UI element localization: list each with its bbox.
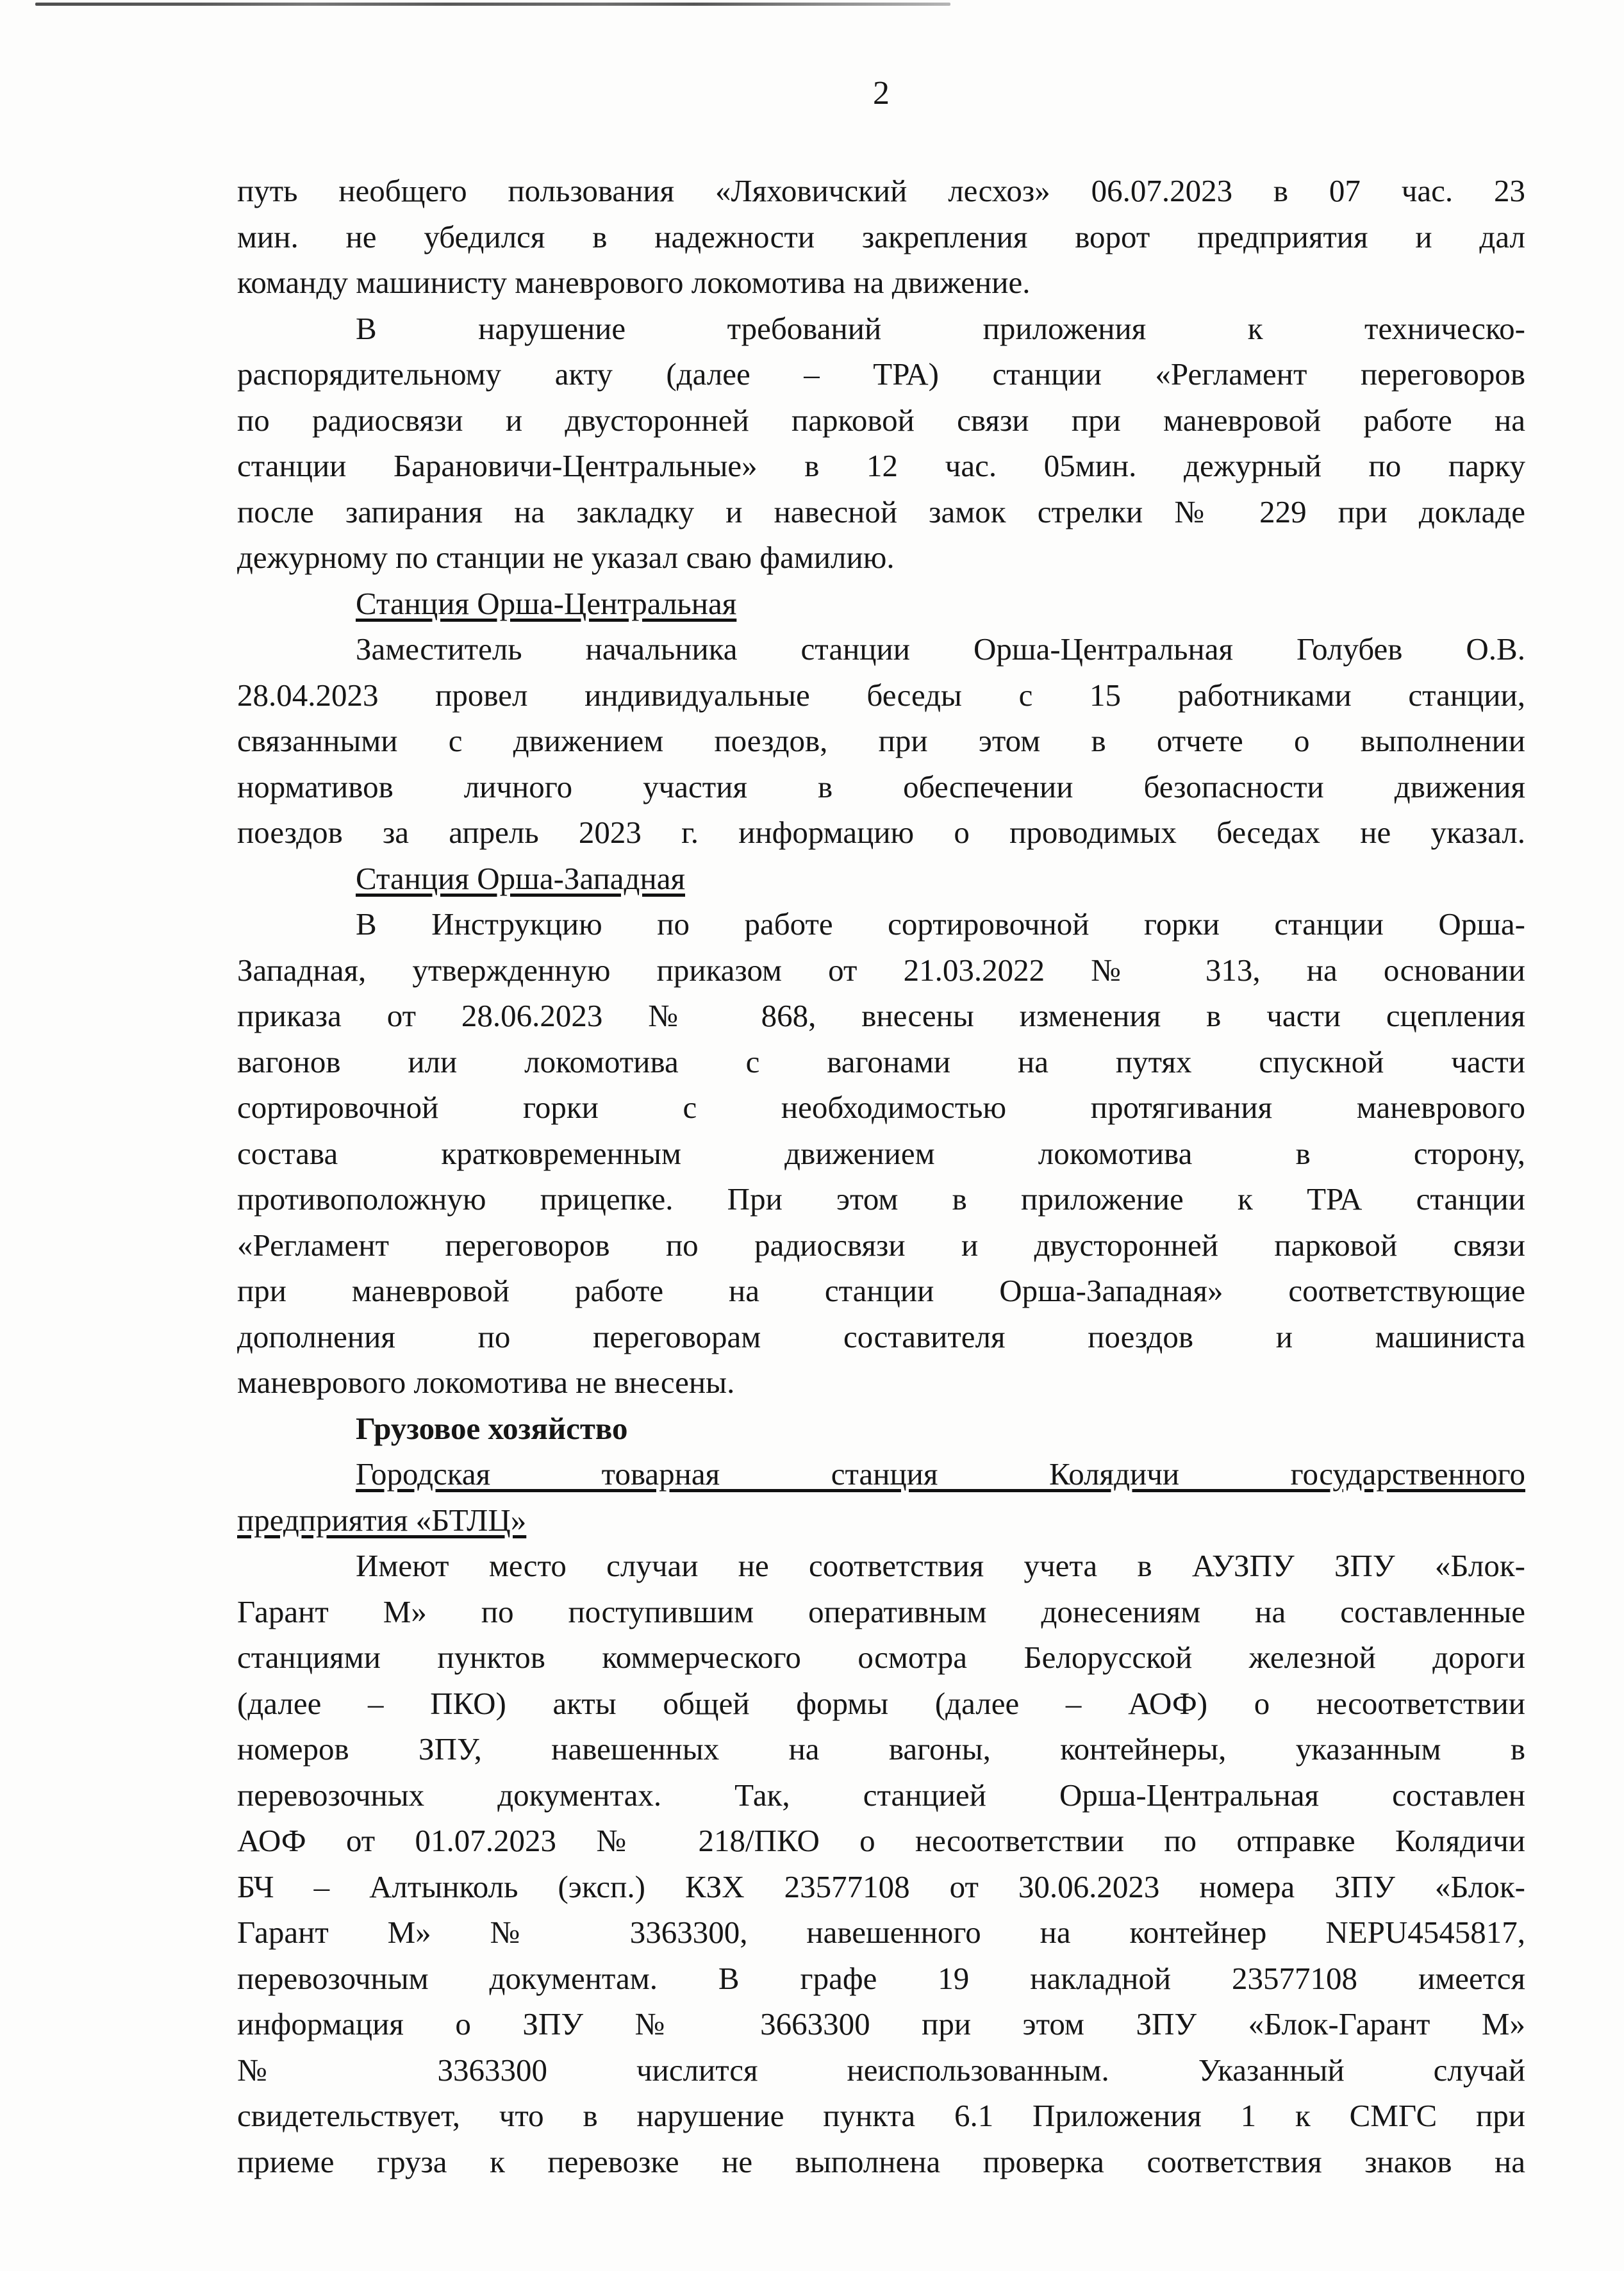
text-line: команду машинисту маневрового локомотива на движение.: [237, 265, 1031, 300]
text-line: номеров ЗПУ, навешенных на вагоны, контейнеры, указанным в: [237, 1731, 1525, 1767]
text-line: «Регламент переговоров по радиосвязи и двусторонней парковой связи: [237, 1227, 1525, 1263]
text-line: по радиосвязи и двусторонней парковой связи при маневровой работе на: [237, 402, 1525, 438]
text-line: дежурному по станции не указал сваю фамилию.: [237, 540, 895, 575]
text-line: В нарушение требований приложения к техническо-: [356, 310, 1525, 346]
text-line: АОФ от 01.07.2023 № 218/ПКО о несоответствии по отправке Колядичи: [237, 1823, 1525, 1858]
section-heading-kolyadichi-line2: [237, 1497, 1525, 1543]
section-heading-cargo: [237, 1406, 1525, 1452]
text-line: вагонов или локомотива с вагонами на путях спускной части: [237, 1044, 1525, 1079]
section-heading-label: Городская товарная станция Колядичи государственного: [356, 1456, 1525, 1492]
text-line: станциями пунктов коммерческого осмотра Белорусской железной дороги: [237, 1640, 1525, 1675]
section-heading-orsha-western: [237, 856, 1525, 902]
text-line: Имеют место случаи не соответствия учета в АУЗПУ ЗПУ «Блок-: [356, 1548, 1525, 1583]
text-line: свидетельствует, что в нарушение пункта 6.1 Приложения 1 к СМГС при: [237, 2098, 1525, 2133]
text-line: Западная, утвержденную приказом от 21.03.2022 № 313, на основании: [237, 952, 1525, 988]
text-line: 28.04.2023 провел индивидуальные беседы с 15 работниками станции,: [237, 677, 1525, 713]
text-line: приеме груза к перевозке не выполнена проверка соответствия знаков на: [237, 2143, 1525, 2179]
text-line: № 3363300 числится неиспользованным. Указанный случай: [237, 2052, 1525, 2088]
text-line: связанными с движением поездов, при этом в отчете о выполнении: [237, 723, 1525, 758]
text-line: после запирания на закладку и навесной замок стрелки № 229 при докладе: [237, 494, 1525, 529]
section-heading-orsha-central: [237, 581, 1525, 627]
text-line: противоположную прицепке. При этом в приложение к ТРА станции: [237, 1181, 1525, 1217]
section-heading-label: Грузовое хозяйство: [356, 1410, 628, 1446]
text-line: дополнения по переговорам составителя поездов и машиниста: [237, 1319, 1525, 1354]
text-line: станции Барановичи-Центральные» в 12 час. 05мин. дежурный по парку: [237, 448, 1525, 483]
text-line: сортировочной горки с необходимостью протягивания маневрового: [237, 1090, 1525, 1125]
section-heading-kolyadichi: [237, 1451, 1525, 1497]
text-line: БЧ – Алтынколь (эксп.) КЗХ 23577108 от 30.06.2023 номера ЗПУ «Блок-: [237, 1868, 1525, 1904]
text-line: перевозочных документах. Так, станцией Орша-Центральная составлен: [237, 1777, 1525, 1813]
text-line: приказа от 28.06.2023 № 868, внесены изменения в части сцепления: [237, 998, 1525, 1033]
text-line: маневрового локомотива не внесены.: [237, 1365, 735, 1400]
text-line: В Инструкцию по работе сортировочной горки станции Орша-: [356, 906, 1525, 942]
text-line: информация о ЗПУ № 3663300 при этом ЗПУ «Блок-Гарант М»: [237, 2006, 1525, 2042]
section-heading-label: предприятия «БТЛЦ»: [237, 1502, 527, 1538]
text-line: Гарант М» № 3363300, навешенного на контейнер NEPU4545817,: [237, 1915, 1525, 1950]
text-line: поездов за апрель 2023 г. информацию о проводимых беседах не указал.: [237, 815, 1525, 850]
text-line: мин. не убедился в надежности закрепления ворот предприятия и дал: [237, 219, 1525, 254]
section-heading-label: Станция Орша-Западная: [356, 860, 685, 896]
text-line: Заместитель начальника станции Орша-Центральная Голубев О.В.: [356, 631, 1525, 667]
text-line: нормативов личного участия в обеспечении безопасности движения: [237, 769, 1525, 804]
document-body: [237, 168, 1525, 2184]
text-line: распорядительному акту (далее – ТРА) станции «Регламент переговоров: [237, 356, 1525, 392]
text-line: путь необщего пользования «Ляховичский лесхоз» 06.07.2023 в 07 час. 23: [237, 173, 1525, 208]
text-line: при маневровой работе на станции Орша-Западная» соответствующие: [237, 1273, 1525, 1308]
text-line: состава кратковременным движением локомотива в сторону,: [237, 1135, 1525, 1171]
section-heading-label: Станция Орша-Центральная: [356, 585, 737, 621]
text-line: Гарант М» по поступившим оперативным донесениям на составленные: [237, 1593, 1525, 1629]
text-line: перевозочным документам. В графе 19 накладной 23577108 имеется: [237, 1960, 1525, 1996]
page-number: 2: [873, 75, 890, 112]
text-line: (далее – ПКО) акты общей формы (далее – АОФ) о несоответствии: [237, 1685, 1525, 1721]
scan-artifact-line: [35, 3, 950, 6]
